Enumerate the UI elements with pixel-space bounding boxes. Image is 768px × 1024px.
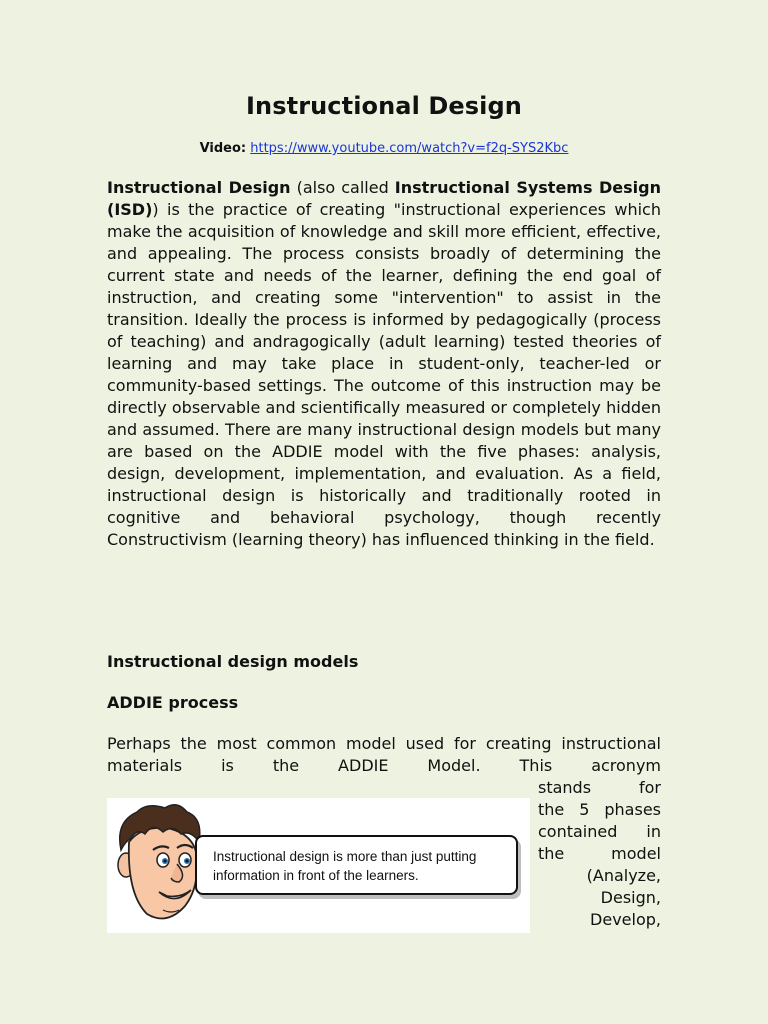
side-line: Design, xyxy=(600,888,661,907)
speech-bubble xyxy=(195,835,518,895)
heading-design-models: Instructional design models xyxy=(107,652,359,671)
intro-term-instructional-design: Instructional Design xyxy=(107,178,291,197)
page-title: Instructional Design xyxy=(246,92,522,120)
side-line: stands for xyxy=(538,778,661,797)
side-line: the model xyxy=(538,844,661,863)
intro-term-isd: Instructional Systems Design (ISD) xyxy=(107,178,661,219)
speech-bubble-text: Instructional design is more than just putting information in front of the learners. xyxy=(213,849,477,883)
heading-addie-process: ADDIE process xyxy=(107,693,239,712)
video-line xyxy=(0,141,768,156)
video-label: Video: xyxy=(199,141,247,156)
side-line: the 5 phases xyxy=(538,800,661,819)
intro-text-1: (also called xyxy=(290,178,395,197)
side-line: contained in xyxy=(538,822,661,841)
side-line: Develop, xyxy=(590,910,661,929)
illustration-cartoon xyxy=(107,798,530,933)
intro-text-2: ) is the practice of creating "instructional experiences which make the acquisition of knowledge and skill more efficient, effective, and appealing. The process consists broadly of determining the current state and needs of the learner, defining the end goal of instruction, and creating some "intervention" to assist in the transition. Ideally the process is informed by pedagogically (process of teaching) and andragogically (adult learning) tested theories of learning and may take place in student-only, teacher-led or community-based settings. The outcome of this instruction may be directly observable and scientifically measured or completely hidden and assumed. There are many instructional design models but many are based on the ADDIE model with the five phases: analysis, design, development, implementation, and evaluation. As a field, instructional design is historically and traditionally rooted in cognitive and behavioral psychology, though recently Constructivism (learning theory) has influenced thinking in the field. xyxy=(107,200,661,549)
addie-side-column xyxy=(538,777,661,931)
video-link[interactable]: https://www.youtube.com/watch?v=f2q-SYS2Kbc xyxy=(250,141,569,156)
cartoon-face-icon xyxy=(107,798,207,933)
intro-paragraph xyxy=(107,177,661,551)
addie-paragraph: Perhaps the most common model used for creating instructional materials is the ADDIE Model. This acronym xyxy=(107,734,661,775)
side-line: (Analyze, xyxy=(586,866,661,885)
